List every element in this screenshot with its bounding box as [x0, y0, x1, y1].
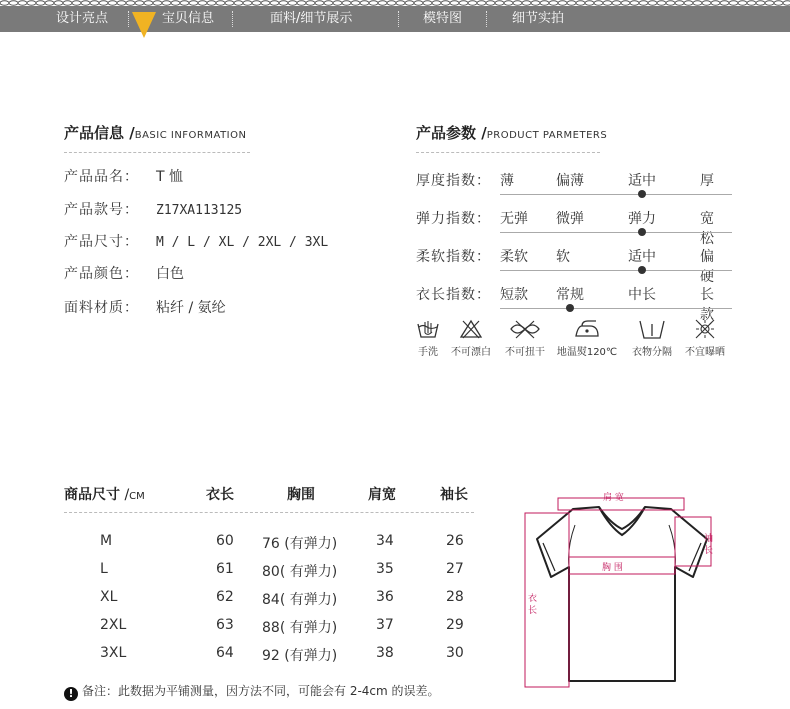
param-option: 微弹 [556, 211, 584, 227]
param-row [416, 284, 716, 323]
info-value: Z17XA113125 [156, 203, 243, 218]
tab-model-photos[interactable]: 模特图 [423, 11, 463, 26]
diagram-chest-label: 胸 围 [602, 563, 623, 573]
param-option: 弹力 [628, 211, 656, 227]
care-label: 不可扭干 [505, 347, 545, 358]
info-value: 白色 [156, 266, 184, 282]
care-label: 手洗 [418, 347, 438, 358]
param-scale-line [500, 308, 732, 309]
cell-size: M [100, 533, 113, 549]
product-params-title-text: 产品参数 [416, 124, 477, 142]
info-value: M / L / XL / 2XL / 3XL [156, 235, 329, 250]
measurement-note [64, 682, 440, 701]
param-scale-line [500, 232, 732, 233]
cell-chest: 84( 有弹力) [262, 592, 338, 608]
param-option: 偏硬 [700, 249, 714, 285]
wash-separately-icon [637, 318, 667, 340]
column-header-chest: 胸围 [287, 487, 315, 503]
iron-low-icon [572, 318, 602, 340]
size-table-title-text: 商品尺寸 [64, 487, 120, 503]
no-sun-dry-icon [693, 318, 717, 340]
diagram-sleeve-label: 袖 长 [704, 534, 714, 556]
info-row-sizes [64, 231, 328, 251]
param-selected-marker [638, 266, 646, 274]
param-option: 中长 [628, 287, 656, 303]
no-wring-icon [508, 318, 542, 340]
column-header-length: 衣长 [206, 487, 234, 503]
info-row-color [64, 263, 184, 283]
care-hand-wash [414, 318, 442, 358]
param-option: 无弹 [500, 211, 528, 227]
diagram-shoulder-label: 肩 宽 [603, 493, 624, 503]
nav-separator [398, 11, 399, 27]
cell-size: 2XL [100, 617, 127, 633]
param-row [416, 246, 716, 285]
care-no-bleach [446, 318, 496, 358]
cell-chest: 88( 有弹力) [262, 620, 338, 636]
info-value: T 恤 [156, 169, 184, 185]
info-label: 产品颜色： [64, 266, 139, 282]
cell-chest: 80( 有弹力) [262, 564, 338, 580]
param-label: 衣长指数： [416, 287, 491, 303]
nav-separator [128, 11, 129, 27]
cell-sleeve: 29 [446, 617, 464, 633]
tab-design-highlights[interactable]: 设计亮点 [56, 11, 109, 26]
column-header-sleeve: 袖长 [440, 487, 468, 503]
no-bleach-icon [459, 318, 483, 340]
care-iron-low [555, 318, 619, 358]
care-wash-separately [626, 318, 678, 358]
cell-sleeve: 26 [446, 533, 464, 549]
size-table-unit: CM [129, 491, 145, 502]
param-label: 柔软指数： [416, 249, 491, 265]
cell-size: 3XL [100, 645, 127, 661]
info-value: 粘纤 / 氨纶 [156, 300, 226, 316]
param-scale-line [500, 194, 732, 195]
active-tab-pointer [132, 12, 156, 38]
tab-fabric-details[interactable]: 面料/细节展示 [270, 11, 353, 26]
hand-wash-icon [416, 318, 440, 340]
param-option: 薄 [500, 173, 514, 189]
cell-shoulder: 36 [376, 589, 394, 605]
cell-chest: 76 (有弹力) [262, 536, 338, 552]
info-label: 面料材质： [64, 300, 139, 316]
cell-shoulder: 37 [376, 617, 394, 633]
param-option: 适中 [628, 173, 656, 189]
param-selected-marker [638, 228, 646, 236]
basic-info-title [64, 122, 246, 143]
param-option: 柔软 [500, 249, 528, 265]
cell-length: 63 [216, 617, 234, 633]
product-params-title [416, 122, 607, 143]
care-no-sun-dry [680, 318, 730, 358]
care-label: 不可漂白 [451, 347, 491, 358]
section-divider [416, 152, 600, 153]
param-option: 适中 [628, 249, 656, 265]
care-label: 地温熨120℃ [556, 347, 618, 358]
param-selected-marker [638, 190, 646, 198]
cell-shoulder: 35 [376, 561, 394, 577]
product-params-subtitle: PRODUCT PARMETERS [486, 130, 608, 141]
param-label: 厚度指数： [416, 173, 491, 189]
note-text: 备注：此数据为平铺测量，因方法不同，可能会有 2-4cm 的误差。 [82, 684, 440, 698]
info-label: 产品品名： [64, 169, 139, 185]
table-divider [64, 512, 474, 513]
info-row-material [64, 297, 226, 317]
info-label: 产品尺寸： [64, 234, 139, 250]
info-label: 产品款号： [64, 202, 139, 218]
param-option: 偏薄 [556, 173, 584, 189]
title-slash: / [476, 124, 487, 142]
info-row-name [64, 166, 183, 186]
cell-length: 62 [216, 589, 234, 605]
cell-shoulder: 38 [376, 645, 394, 661]
nav-separator [486, 11, 487, 27]
param-option: 短款 [500, 287, 528, 303]
param-option: 长款 [700, 287, 714, 323]
cell-sleeve: 30 [446, 645, 464, 661]
top-nav-bar [0, 6, 790, 32]
param-option: 宽松 [700, 211, 714, 247]
nav-separator [232, 11, 233, 27]
param-scale-line [500, 270, 732, 271]
tshirt-measurement-diagram [515, 485, 725, 695]
basic-info-title-text: 产品信息 [64, 124, 125, 142]
tab-detail-shots[interactable]: 细节实拍 [512, 11, 565, 26]
param-label: 弹力指数： [416, 211, 491, 227]
cell-sleeve: 28 [446, 589, 464, 605]
param-option: 厚 [700, 173, 714, 189]
param-row [416, 170, 716, 200]
section-divider [64, 152, 250, 153]
basic-info-subtitle: BASIC INFORMATION [134, 130, 247, 141]
cell-length: 64 [216, 645, 234, 661]
care-label: 衣物分隔 [632, 347, 672, 358]
param-selected-marker [566, 304, 574, 312]
care-label: 不宜曝晒 [685, 347, 725, 358]
size-table-title [64, 484, 145, 504]
diagram-length-label: 衣 长 [528, 594, 538, 616]
cell-chest: 92 (有弹力) [262, 648, 338, 664]
cell-size: L [100, 561, 108, 577]
exclamation-icon: ! [64, 687, 78, 701]
cell-sleeve: 27 [446, 561, 464, 577]
cell-shoulder: 34 [376, 533, 394, 549]
cell-length: 61 [216, 561, 234, 577]
param-option: 常规 [556, 287, 584, 303]
cell-size: XL [100, 589, 118, 605]
info-row-style-number [64, 199, 242, 219]
title-slash: / [120, 487, 130, 503]
cell-length: 60 [216, 533, 234, 549]
care-no-wring [500, 318, 550, 358]
param-option: 软 [556, 249, 570, 265]
title-slash: / [124, 124, 135, 142]
param-row [416, 208, 716, 247]
column-header-shoulder: 肩宽 [368, 487, 396, 503]
tab-product-info[interactable]: 宝贝信息 [162, 11, 215, 26]
